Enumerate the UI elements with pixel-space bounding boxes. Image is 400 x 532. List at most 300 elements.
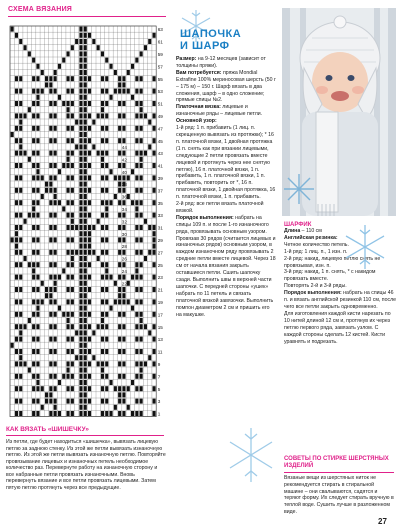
chart-cell xyxy=(84,151,87,156)
chart-cell xyxy=(75,250,78,255)
chart-cell xyxy=(84,175,87,180)
howto-divider xyxy=(6,435,164,436)
chart-cell xyxy=(118,250,121,255)
chart-cell xyxy=(67,349,70,354)
chart-cell xyxy=(122,399,125,404)
article-title xyxy=(180,28,280,52)
chart-cell xyxy=(24,219,27,224)
chart-cell xyxy=(45,399,48,404)
chart-row-label: 25 xyxy=(157,262,163,268)
chart-cell xyxy=(36,349,39,354)
chart-cell xyxy=(19,144,22,149)
chart-cell xyxy=(135,411,138,416)
chart-cell xyxy=(153,386,156,391)
chart-row-label: 22 xyxy=(121,281,127,287)
chart-cell xyxy=(41,70,44,75)
chart-cell xyxy=(19,262,22,267)
chart-cell xyxy=(67,200,70,205)
chart-cell xyxy=(88,374,91,379)
chart-cell xyxy=(140,349,143,354)
chart-cell xyxy=(135,163,138,168)
chart-cell xyxy=(19,312,22,317)
chart-cell xyxy=(84,324,87,329)
chart-row-label: 63 xyxy=(157,27,163,33)
chart-cell xyxy=(122,175,125,180)
chart-cell xyxy=(32,374,35,379)
chart-cell xyxy=(122,200,125,205)
chart-cell xyxy=(36,374,39,379)
chart-cell xyxy=(101,368,104,373)
chart-row-label: 3 xyxy=(157,399,161,405)
chart-cell xyxy=(84,138,87,143)
chart-cell xyxy=(84,89,87,94)
chart-cell xyxy=(79,101,82,106)
chart-cell xyxy=(88,126,91,131)
chart-cell xyxy=(15,213,18,218)
chart-cell xyxy=(84,126,87,131)
chart-cell xyxy=(36,299,39,304)
chart-cell xyxy=(122,374,125,379)
chart-row-label: 41 xyxy=(157,163,163,169)
chart-cell xyxy=(54,405,57,410)
chart-cell xyxy=(127,386,130,391)
chart-cell xyxy=(49,392,52,397)
chart-cell xyxy=(88,213,91,218)
chart-cell xyxy=(84,306,87,311)
chart-cell xyxy=(153,287,156,292)
chart-cell xyxy=(19,151,22,156)
chart-cell xyxy=(79,318,82,323)
chart-cell xyxy=(84,405,87,410)
chart-cell xyxy=(15,337,18,342)
chart-cell xyxy=(67,51,70,56)
chart-cell xyxy=(19,138,22,143)
chart-cell xyxy=(84,188,87,193)
chart-cell xyxy=(105,262,108,267)
chart-cell xyxy=(140,113,143,118)
chart-cell xyxy=(105,268,108,273)
chart-cell xyxy=(54,113,57,118)
chart-cell xyxy=(135,225,138,230)
chart-cell xyxy=(67,188,70,193)
tips-body: Вязаные вещи из шерстяных ниток не рекомендуется стирать в стиральной машине – они свалываются, садятся и теряют форму. Их следует стирать вручную в теплой воде. Сушить лучше в разложенном виде. xyxy=(284,475,394,515)
chart-cell xyxy=(97,113,100,118)
chart-cell xyxy=(135,200,138,205)
chart-cell xyxy=(140,275,143,280)
chart-cell xyxy=(19,188,22,193)
chart-cell xyxy=(79,368,82,373)
chart-cell xyxy=(153,225,156,230)
chart-cell xyxy=(105,312,108,317)
chart-cell xyxy=(67,312,70,317)
chart-cell xyxy=(79,330,82,335)
main-text: 1-й ряд: 1 п. прибавить (1 лиц. п. скрещенную вывязать из протяжки); * 16 п. платочной вязки, 1 двойная протяжка (1 п. снять как при вязании лицевыми, следующие 2 петли провязать вместе лицевой и протянуть через нее снятую петлю), 16 п. платочной вязки, 1 п. прибавить, 1 п. платочной вязки, 1 п. прибавить, повторить от *, 16 п. платочной вязки, 1 двойная протяжка, 16 п. платочной вязки, 1 п. прибавить. 2-й ряд: все петли вязать платочной вязкой. xyxy=(176,125,276,214)
chart-cell xyxy=(19,361,22,366)
chart-cell xyxy=(118,324,121,329)
chart-cell xyxy=(114,405,117,410)
chart-cell xyxy=(122,411,125,416)
chart-cell xyxy=(49,213,52,218)
chart-cell xyxy=(79,27,82,32)
chart-cell xyxy=(88,33,91,38)
chart-cell xyxy=(36,169,39,174)
chart-cell xyxy=(36,411,39,416)
chart-cell xyxy=(101,51,104,56)
chart-cell xyxy=(105,188,108,193)
chart-cell xyxy=(24,113,27,118)
chart-cell xyxy=(75,144,78,149)
chart-cell xyxy=(54,89,57,94)
snowflake-icon xyxy=(226,420,276,490)
chart-cell xyxy=(84,194,87,199)
chart-cell xyxy=(54,299,57,304)
chart-cell xyxy=(79,399,82,404)
chart-cell xyxy=(36,151,39,156)
chart-cell xyxy=(84,45,87,50)
chart-row-label: 1 xyxy=(157,411,161,417)
chart-cell xyxy=(49,200,52,205)
chart-cell xyxy=(84,33,87,38)
chart-cell xyxy=(49,293,52,298)
chart-cell xyxy=(58,95,61,100)
chart-cell xyxy=(49,374,52,379)
chart-cell xyxy=(49,175,52,180)
chart-row-label: 37 xyxy=(157,188,163,194)
chart-cell xyxy=(79,39,82,44)
chart-cell xyxy=(79,132,82,137)
chart-cell xyxy=(71,175,74,180)
chart-cell xyxy=(79,89,82,94)
chart-cell xyxy=(135,58,138,63)
chart-row-label: 38 xyxy=(121,182,127,188)
scarf-order-para xyxy=(284,290,396,345)
chart-cell xyxy=(88,76,91,81)
chart-cell xyxy=(148,355,151,360)
chart-cell xyxy=(88,349,91,354)
chart-cell xyxy=(79,206,82,211)
chart-cell xyxy=(101,374,104,379)
chart-cell xyxy=(15,126,18,131)
chart-row-label: 34 xyxy=(121,207,127,212)
flat-label: Платочная вязка: xyxy=(176,104,221,111)
chart-cell xyxy=(110,95,113,100)
chart-cell xyxy=(71,89,74,94)
chart-cell xyxy=(19,89,22,94)
chart-cell xyxy=(84,231,87,236)
chart-cell xyxy=(118,337,121,342)
chart-cell xyxy=(144,324,147,329)
chart-cell xyxy=(140,163,143,168)
chart-cell xyxy=(15,138,18,143)
scheme-divider xyxy=(8,16,166,17)
chart-cell xyxy=(71,275,74,280)
chart-cell xyxy=(118,237,121,242)
chart-cell xyxy=(101,299,104,304)
chart-row-label: 44 xyxy=(121,145,127,150)
chart-cell xyxy=(140,318,143,323)
chart-cell xyxy=(84,299,87,304)
chart-cell xyxy=(15,287,18,292)
chart-cell xyxy=(84,107,87,112)
chart-cell xyxy=(49,250,52,255)
chart-cell xyxy=(140,200,143,205)
chart-cell xyxy=(131,380,134,385)
chart-cell xyxy=(153,33,156,38)
chart-cell xyxy=(79,324,82,329)
chart-cell xyxy=(88,175,91,180)
size-para xyxy=(176,56,276,70)
chart-cell xyxy=(140,225,143,230)
chart-cell xyxy=(67,113,70,118)
chart-cell xyxy=(88,151,91,156)
chart-cell xyxy=(32,262,35,267)
chart-cell xyxy=(32,349,35,354)
chart-cell xyxy=(67,163,70,168)
chart-cell xyxy=(79,349,82,354)
chart-cell xyxy=(71,287,74,292)
rib-label: Английская резинка: xyxy=(284,234,338,241)
chart-cell xyxy=(140,368,143,373)
chart-cell xyxy=(144,45,147,50)
chart-cell xyxy=(71,337,74,342)
chart-cell xyxy=(105,206,108,211)
chart-cell xyxy=(24,45,27,50)
chart-cell xyxy=(105,126,108,131)
chart-cell xyxy=(88,287,91,292)
chart-cell xyxy=(15,231,18,236)
chart-cell xyxy=(67,107,70,112)
chart-cell xyxy=(79,175,82,180)
knitting-chart-grid xyxy=(8,24,168,422)
chart-cell xyxy=(15,399,18,404)
chart-cell xyxy=(84,225,87,230)
chart-cell xyxy=(84,256,87,261)
chart-cell xyxy=(135,113,138,118)
chart-cell xyxy=(36,399,39,404)
chart-cell xyxy=(67,299,70,304)
chart-cell xyxy=(49,163,52,168)
chart-cell xyxy=(28,107,31,112)
chart-cell xyxy=(131,306,134,311)
chart-cell xyxy=(15,312,18,317)
chart-cell xyxy=(45,188,48,193)
chart-cell xyxy=(54,76,57,81)
chart-cell xyxy=(144,256,147,261)
chart-cell xyxy=(110,200,113,205)
chart-cell xyxy=(19,287,22,292)
chart-cell xyxy=(153,299,156,304)
chart-cell xyxy=(135,250,138,255)
chart-cell xyxy=(54,200,57,205)
chart-cell xyxy=(36,386,39,391)
knitting-chart xyxy=(8,24,168,422)
tips-divider xyxy=(284,472,394,473)
chart-cell xyxy=(79,194,82,199)
chart-cell xyxy=(67,225,70,230)
chart-cell xyxy=(32,76,35,81)
chart-cell xyxy=(79,355,82,360)
chart-cell xyxy=(122,299,125,304)
chart-cell xyxy=(140,101,143,106)
chart-cell xyxy=(101,318,104,323)
chart-cell xyxy=(24,361,27,366)
chart-cell xyxy=(67,138,70,143)
chart-cell xyxy=(49,182,52,187)
need-text: пряжа Mondial Extrafine 100% мериносовая шерсть (50 г – 175 м) – 150 г. Шарф вязать в два сложения, шарф – в одно сложение; прямые спицы №2. xyxy=(176,69,276,104)
chart-cell xyxy=(79,76,82,81)
chart-cell xyxy=(153,275,156,280)
chart-cell xyxy=(101,262,104,267)
chart-cell xyxy=(79,337,82,342)
chart-cell xyxy=(67,250,70,255)
chart-row-label: 23 xyxy=(157,275,163,281)
chart-cell xyxy=(118,374,121,379)
chart-cell xyxy=(101,411,104,416)
flat-para xyxy=(176,104,276,118)
chart-cell xyxy=(71,163,74,168)
chart-cell xyxy=(19,324,22,329)
chart-cell xyxy=(49,411,52,416)
chart-cell xyxy=(88,324,91,329)
chart-cell xyxy=(101,275,104,280)
chart-cell xyxy=(79,51,82,56)
chart-cell xyxy=(67,399,70,404)
chart-cell xyxy=(49,151,52,156)
chart-row-label: 24 xyxy=(121,269,127,274)
chart-cell xyxy=(122,250,125,255)
chart-cell xyxy=(105,250,108,255)
baby-photo xyxy=(282,8,396,216)
chart-cell xyxy=(84,157,87,162)
chart-cell xyxy=(84,95,87,100)
chart-cell xyxy=(19,126,22,131)
chart-row-label: 7 xyxy=(157,374,161,380)
chart-cell xyxy=(36,275,39,280)
chart-cell xyxy=(84,82,87,87)
chart-cell xyxy=(122,82,125,87)
chart-cell xyxy=(79,299,82,304)
chart-row-label: 39 xyxy=(157,176,163,181)
chart-cell xyxy=(54,101,57,106)
chart-row-label: 57 xyxy=(157,64,163,70)
chart-cell xyxy=(79,231,82,236)
chart-cell xyxy=(32,113,35,118)
chart-cell xyxy=(140,213,143,218)
chart-cell xyxy=(58,64,61,69)
chart-cell xyxy=(67,126,70,131)
chart-cell xyxy=(105,58,108,63)
chart-cell xyxy=(67,76,70,81)
chart-cell xyxy=(140,386,143,391)
chart-cell xyxy=(101,324,104,329)
chart-cell xyxy=(67,361,70,366)
chart-cell xyxy=(67,374,70,379)
chart-cell xyxy=(15,89,18,94)
chart-cell xyxy=(71,324,74,329)
order-label: Порядок выполнения: xyxy=(176,214,234,221)
chart-cell xyxy=(54,281,57,286)
chart-cell xyxy=(88,188,91,193)
chart-cell xyxy=(118,200,121,205)
chart-cell xyxy=(153,324,156,329)
chart-cell xyxy=(148,330,151,335)
chart-cell xyxy=(79,144,82,149)
chart-cell xyxy=(135,275,138,280)
chart-cell xyxy=(49,138,52,143)
chart-cell xyxy=(118,392,121,397)
chart-cell xyxy=(71,213,74,218)
chart-cell xyxy=(19,399,22,404)
chart-cell xyxy=(118,138,121,143)
chart-cell xyxy=(118,175,121,180)
chart-cell xyxy=(79,380,82,385)
chart-cell xyxy=(118,399,121,404)
chart-cell xyxy=(54,138,57,143)
chart-cell xyxy=(71,361,74,366)
chart-cell xyxy=(32,213,35,218)
chart-cell xyxy=(84,262,87,267)
chart-cell xyxy=(32,200,35,205)
chart-cell xyxy=(79,126,82,131)
chart-cell xyxy=(118,213,121,218)
chart-cell xyxy=(110,169,113,174)
chart-cell xyxy=(19,175,22,180)
chart-cell xyxy=(88,244,91,249)
chart-cell xyxy=(71,374,74,379)
chart-row-label: 31 xyxy=(157,225,163,231)
chart-cell xyxy=(24,324,27,329)
chart-cell xyxy=(19,275,22,280)
chart-cell xyxy=(32,58,35,63)
scarf-order-text: набрать на спицы 46 п. и вязать английской резинкой 110 см, после чего все петли закрыть одновременно. Для изготовления каждой кисти нарезать по 10 нитей длиной 12 см и, протянув их через петлю первого ряда, завязать узлом. С каждой стороны сделать 12 кистей. Кисти уравнять и подрезать. xyxy=(284,290,397,345)
chart-cell xyxy=(54,163,57,168)
chart-row-label: 11 xyxy=(157,349,163,355)
chart-cell xyxy=(153,126,156,131)
chart-cell xyxy=(127,299,130,304)
chart-cell xyxy=(54,151,57,156)
chart-cell xyxy=(105,101,108,106)
chart-cell xyxy=(118,293,121,298)
chart-cell xyxy=(118,163,121,168)
howto-section xyxy=(6,426,166,491)
chart-cell xyxy=(32,138,35,143)
chart-cell xyxy=(84,120,87,125)
chart-cell xyxy=(122,237,125,242)
chart-cell xyxy=(67,287,70,292)
chart-cell xyxy=(92,39,95,44)
chart-cell xyxy=(153,250,156,255)
chart-cell xyxy=(88,312,91,317)
chart-cell xyxy=(84,70,87,75)
chart-cell xyxy=(67,101,70,106)
chart-cell xyxy=(92,250,95,255)
chart-cell xyxy=(54,237,57,242)
chart-cell xyxy=(19,337,22,342)
chart-cell xyxy=(19,349,22,354)
chart-cell xyxy=(58,200,61,205)
chart-cell xyxy=(19,386,22,391)
chart-cell xyxy=(79,151,82,156)
chart-cell xyxy=(88,113,91,118)
chart-cell xyxy=(135,151,138,156)
chart-cell xyxy=(41,89,44,94)
chart-cell xyxy=(71,411,74,416)
chart-cell xyxy=(122,225,125,230)
chart-row-label: 19 xyxy=(157,300,163,305)
chart-cell xyxy=(131,95,134,100)
chart-cell xyxy=(36,361,39,366)
chart-cell xyxy=(105,275,108,280)
